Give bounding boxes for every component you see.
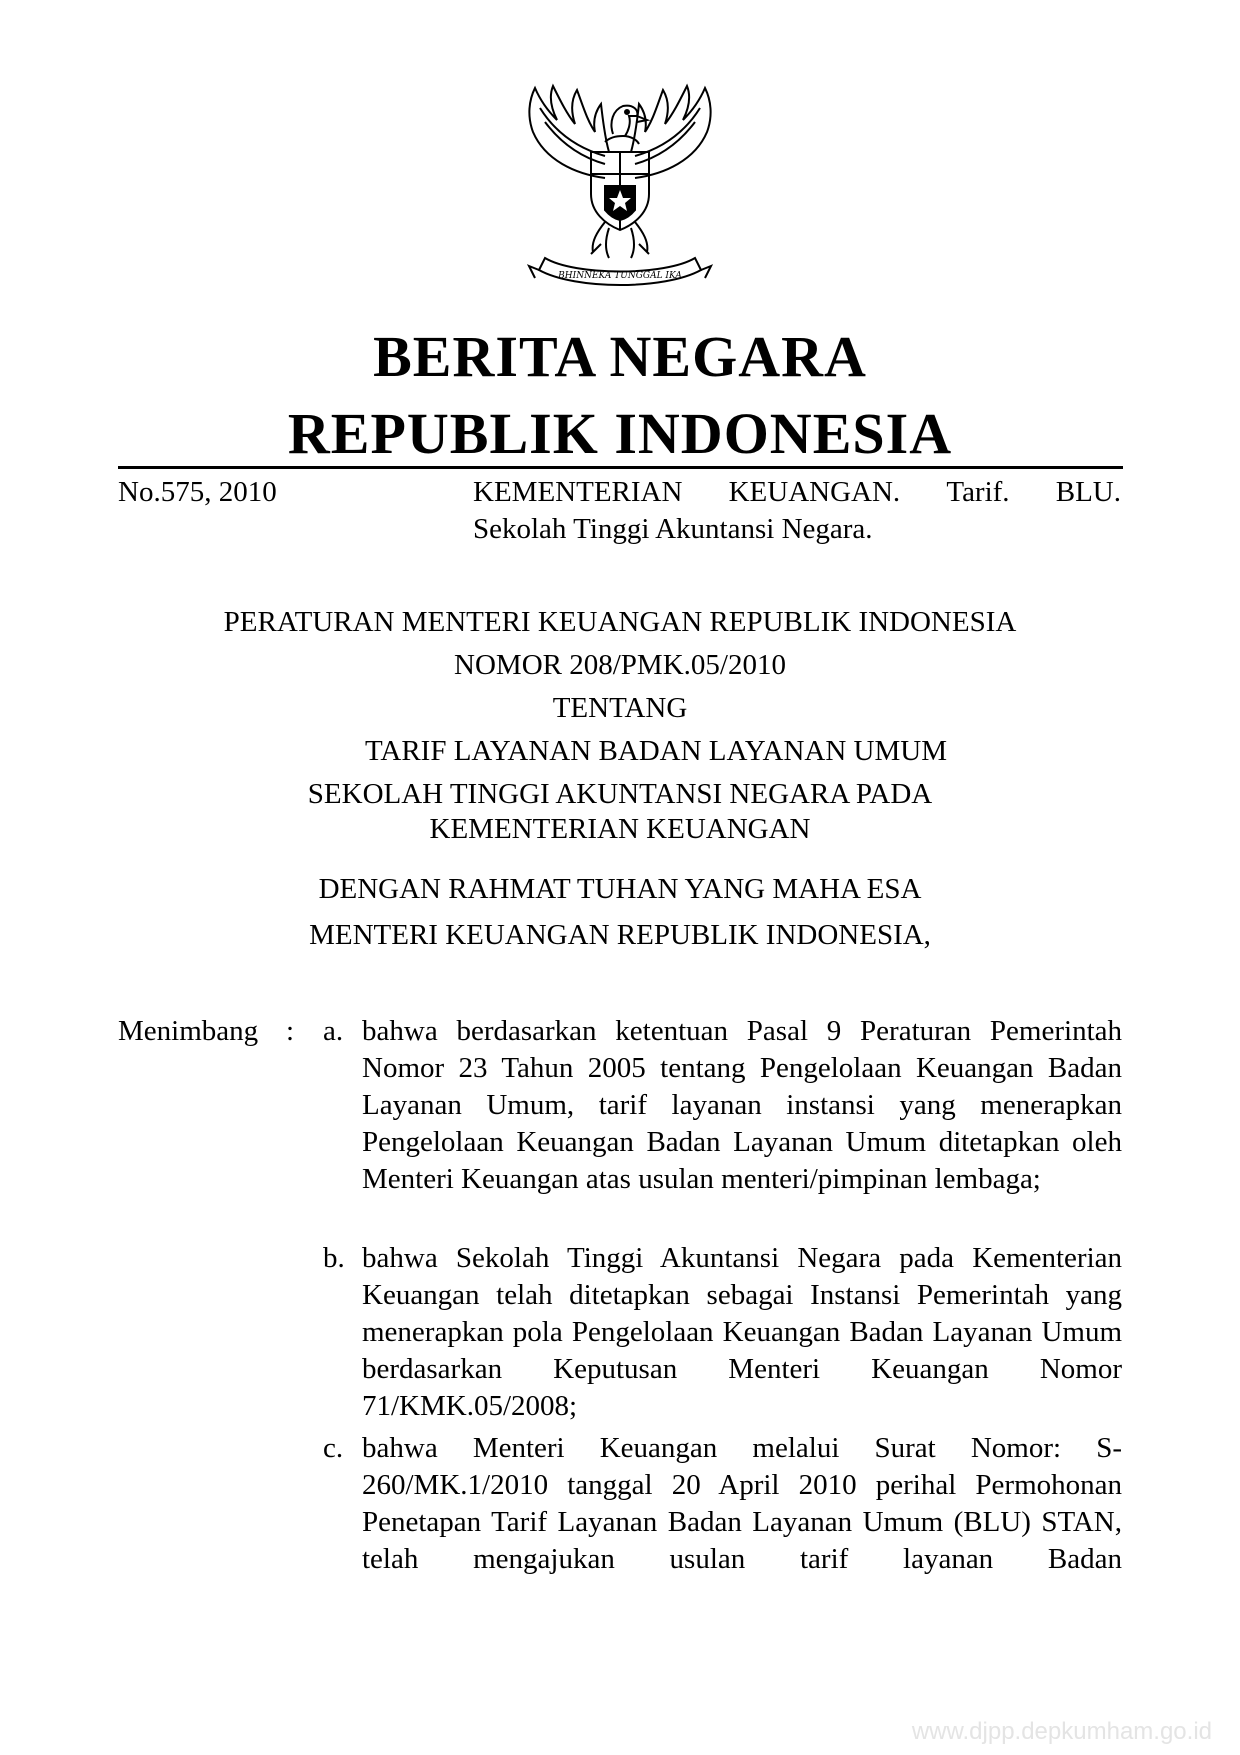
gazette-number: No.575, 2010 [118,476,277,508]
invocation: DENGAN RAHMAT TUHAN YANG MAHA ESA [318,873,922,905]
masthead-line-2: REPUBLIK INDONESIA [287,401,953,466]
item-marker-a: a. [323,1015,344,1047]
regulation-number: NOMOR 208/PMK.05/2010 [454,649,786,681]
garuda-emblem-icon [505,82,735,300]
consideration-item-a: bahwa berdasarkan ketentuan Pasal 9 Peraturan Pemerintah Nomor 23 Tahun 2005 tentang Pengelolaan Keuangan Badan Layanan Umum, tarif layanan instansi yang menerapkan Pengelolaan Keuangan Badan Layanan Umum ditetapkan oleh Menteri Keuangan atas usulan menteri/pimpinan lembaga; [362,1015,1122,1195]
considerations-colon: : [286,1015,295,1047]
issuer: MENTERI KEUANGAN REPUBLIK INDONESIA, [309,919,931,951]
masthead-line-1: BERITA NEGARA [373,324,867,389]
gazette-subject-word: BLU. [1055,476,1121,508]
regulation-title: PERATURAN MENTERI KEUANGAN REPUBLIK INDONESIA [223,606,1017,638]
gazette-subject-word: Tarif. [946,476,1010,508]
regulation-about: TENTANG [552,692,688,724]
header-rule [118,466,1123,469]
considerations-label: Menimbang [118,1015,259,1047]
watermark: www.djpp.depkumham.go.id [911,1718,1212,1745]
item-marker-c: c. [323,1432,344,1464]
gazette-subject-line-1 [473,474,1121,511]
emblem-motto: BHINNEKA TUNGGAL IKA [558,271,682,281]
gazette-subject-word: KEUANGAN. [728,476,901,508]
item-marker-b: b. [323,1242,345,1274]
consideration-item-c: bahwa Menteri Keuangan melalui Surat Nomor: S-260/MK.1/2010 tanggal 20 April 2010 perihal Permohonan Penetapan Tarif Layanan Badan Layanan Umum (BLU) STAN, telah mengajukan usulan tarif layanan Badan [362,1432,1122,1575]
regulation-subject-line-2: SEKOLAH TINGGI AKUNTANSI NEGARA PADA [307,778,933,810]
regulation-subject-line-3: KEMENTERIAN KEUANGAN [429,813,811,845]
consideration-item-b: bahwa Sekolah Tinggi Akuntansi Negara pada Kementerian Keuangan telah ditetapkan sebagai Instansi Pemerintah yang menerapkan pola Pengelolaan Keuangan Badan Layanan Umum berdasarkan Keputusan Menteri Keuangan Nomor 71/KMK.05/2008; [362,1242,1122,1422]
regulation-subject-line-1: TARIF LAYANAN BADAN LAYANAN UMUM [364,735,948,767]
gazette-subject-word: KEMENTERIAN [473,476,683,508]
gazette-subject-line-2: Sekolah Tinggi Akuntansi Negara. [473,513,873,545]
